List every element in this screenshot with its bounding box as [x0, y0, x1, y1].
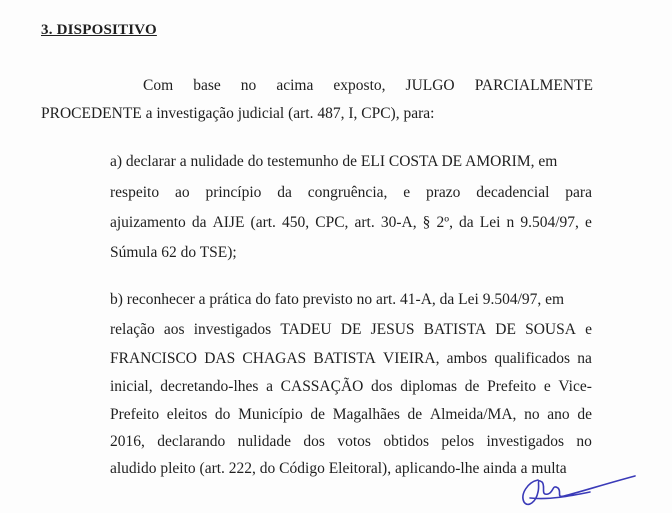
item-b-line-6 [110, 432, 592, 452]
word: prazo [426, 184, 461, 201]
word: diplomas [400, 378, 458, 395]
word: investigados [486, 433, 564, 450]
word: e [403, 184, 411, 201]
word: 30-A, [380, 214, 417, 231]
word: acima [276, 77, 314, 94]
word: SOUSA [525, 321, 576, 338]
word: inicial, [110, 378, 153, 395]
word: exposto, [333, 77, 386, 94]
item-b-line-1: b) reconhecer a prática do fato previsto no art. 41-A, da Lei 9.504/97, em [110, 291, 565, 308]
word: 2º, [436, 214, 453, 231]
word: AIJE [212, 214, 245, 231]
word: obtidos [383, 433, 429, 450]
item-a-line-4: Súmula 62 do TSE); [110, 244, 237, 261]
word: no [240, 77, 257, 94]
word: no [524, 406, 540, 423]
word: CASSAÇÃO [280, 378, 364, 395]
word: (art. [250, 214, 276, 231]
word: Almeida/MA, [429, 406, 517, 423]
word: pelos [441, 433, 475, 450]
word: para [565, 184, 592, 201]
item-b-line-5 [110, 405, 592, 425]
word: congruência, [307, 184, 388, 201]
word: ano [547, 406, 570, 423]
word: nulidade [237, 433, 292, 450]
word: CPC, [315, 214, 349, 231]
word: ambos [446, 350, 488, 367]
word: TADEU [280, 321, 332, 338]
word: investigados [193, 321, 272, 338]
word: 9.504/97, [520, 214, 579, 231]
word: BATISTA [313, 350, 376, 367]
word: e [543, 378, 551, 395]
word: DE [495, 321, 516, 338]
word: DE [340, 321, 362, 338]
item-a-line-1: a) declarar a nulidade do testemunho de ELI COSTA DE AMORIM, em [110, 153, 558, 170]
word: qualificados [494, 350, 571, 367]
word: princípio [205, 184, 262, 201]
word: art. [354, 214, 375, 231]
word: respeito [110, 184, 160, 201]
word: § [422, 214, 431, 231]
word: de [407, 406, 423, 423]
word: dos [371, 378, 393, 395]
word: decadencial [476, 184, 550, 201]
word: FRANCISCO [110, 350, 197, 367]
word: da [277, 184, 292, 201]
word: e [585, 321, 592, 338]
word: DAS [204, 350, 236, 367]
word: e [585, 214, 592, 231]
word: do [214, 406, 231, 423]
intro-line-1 [143, 76, 593, 96]
word: CHAGAS [242, 350, 307, 367]
word: da [191, 214, 207, 231]
word: decretando-lhes [160, 378, 259, 395]
item-b-line-4 [110, 377, 592, 397]
word: Magalhães [332, 406, 400, 423]
word: aos [163, 321, 185, 338]
word: declarando [157, 433, 226, 450]
word: a [266, 378, 273, 395]
word: de [310, 406, 326, 423]
word: BATISTA [423, 321, 487, 338]
word: eleitos [166, 406, 208, 423]
item-a-line-2 [110, 183, 592, 203]
word: Município [238, 406, 303, 423]
word: VIEIRA, [383, 350, 440, 367]
word: Prefeito [110, 406, 160, 423]
word: votos [337, 433, 371, 450]
word: ao [174, 184, 190, 201]
word: base [193, 77, 221, 94]
word: Com [143, 77, 174, 94]
word: ajuizamento [110, 214, 186, 231]
word: de [577, 406, 592, 423]
word: 450, [282, 214, 310, 231]
item-b-line-7: aludido pleito (art. 222, do Código Eleitoral), aplicando-lhe ainda a multa [110, 460, 567, 477]
word: JULGO [405, 77, 455, 94]
intro-line-2: PROCEDENTE a investigação judicial (art. 487, I, CPC), para: [41, 105, 435, 122]
word: relação [110, 321, 155, 338]
item-b-line-2 [110, 320, 592, 340]
word: n [506, 214, 515, 231]
word: Prefeito [487, 378, 537, 395]
word: dos [303, 433, 325, 450]
word: de [464, 378, 480, 395]
word: Vice- [558, 378, 592, 395]
word: JESUS [370, 321, 415, 338]
item-b-line-3 [110, 349, 592, 369]
word: Lei [479, 214, 501, 231]
word: da [459, 214, 474, 231]
word: na [577, 350, 592, 367]
word: 2016, [110, 433, 145, 450]
handwritten-signature-icon [510, 462, 640, 512]
item-a-line-3 [110, 213, 592, 233]
word: PARCIALMENTE [474, 77, 593, 94]
word: no [576, 433, 592, 450]
section-heading: 3. DISPOSITIVO [41, 22, 157, 38]
